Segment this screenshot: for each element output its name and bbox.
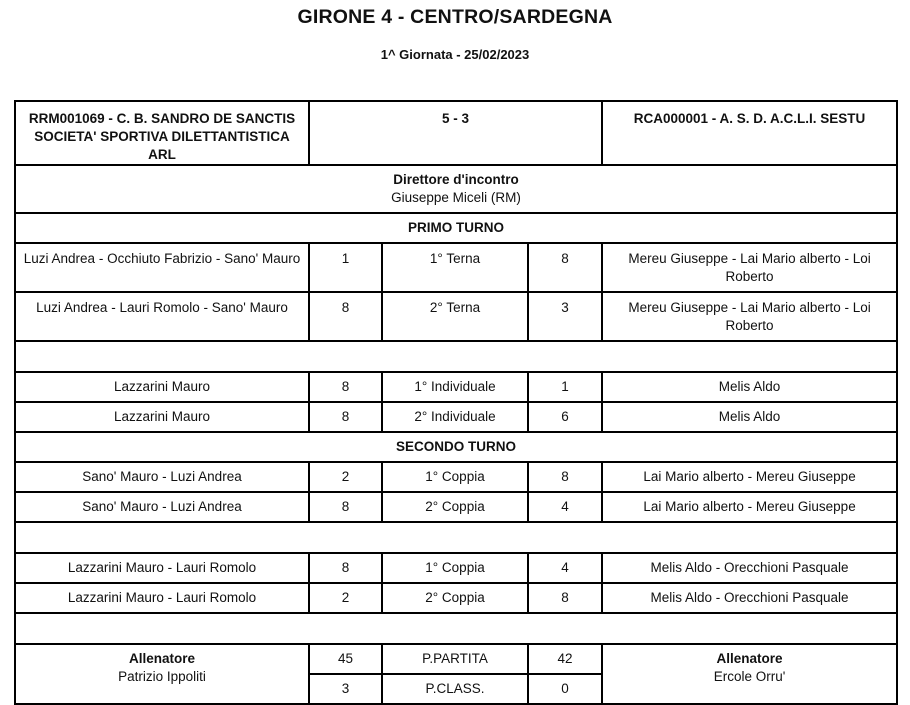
away-coach-cell <box>602 644 897 704</box>
page-title: GIRONE 4 - CENTRO/SARDEGNA <box>297 6 613 28</box>
home-class-points: 3 <box>309 674 382 704</box>
spacer-cell <box>15 522 897 553</box>
section-row <box>15 213 897 243</box>
footer-row-partita <box>15 644 897 674</box>
home-players: Lazzarini Mauro <box>15 402 309 432</box>
home-players: Lazzarini Mauro - Lauri Romolo <box>15 583 309 613</box>
table-row <box>15 243 897 292</box>
home-players: Lazzarini Mauro - Lauri Romolo <box>15 553 309 583</box>
table-row <box>15 553 897 583</box>
match-points-label: P.PARTITA <box>382 644 528 674</box>
match-sheet <box>14 100 898 705</box>
game-type: 2° Terna <box>382 292 528 341</box>
away-players: Melis Aldo <box>602 402 897 432</box>
spacer-row <box>15 522 897 553</box>
table-row <box>15 372 897 402</box>
game-type: 1° Terna <box>382 243 528 292</box>
table-row <box>15 462 897 492</box>
home-team-cell <box>15 101 309 165</box>
match-header-row <box>15 101 897 165</box>
home-players: Sano' Mauro - Luzi Andrea <box>15 492 309 522</box>
spacer-row <box>15 341 897 372</box>
game-type: 1° Individuale <box>382 372 528 402</box>
away-coach-name: Ercole Orru' <box>713 669 786 684</box>
away-score: 8 <box>528 583 602 613</box>
away-players: Mereu Giuseppe - Lai Mario alberto - Loi Roberto <box>602 243 897 292</box>
away-score: 6 <box>528 402 602 432</box>
class-points-label: P.CLASS. <box>382 674 528 704</box>
home-score: 2 <box>309 583 382 613</box>
away-match-points: 42 <box>528 644 602 674</box>
away-score: 4 <box>528 553 602 583</box>
home-score: 1 <box>309 243 382 292</box>
home-score: 8 <box>309 372 382 402</box>
away-players: Lai Mario alberto - Mereu Giuseppe <box>602 492 897 522</box>
spacer-cell <box>15 613 897 644</box>
home-players: Luzi Andrea - Occhiuto Fabrizio - Sano' Mauro <box>15 243 309 292</box>
home-team-line1: RRM001069 - C. B. SANDRO DE SANCTIS <box>28 111 296 126</box>
away-score: 3 <box>528 292 602 341</box>
away-score: 4 <box>528 492 602 522</box>
away-players: Mereu Giuseppe - Lai Mario alberto - Loi Roberto <box>602 292 897 341</box>
section-row <box>15 432 897 462</box>
game-type: 2° Coppia <box>382 583 528 613</box>
home-score: 8 <box>309 292 382 341</box>
home-score: 8 <box>309 553 382 583</box>
home-coach-name: Patrizio Ippoliti <box>118 669 206 684</box>
away-players: Melis Aldo - Orecchioni Pasquale <box>602 583 897 613</box>
game-type: 2° Individuale <box>382 402 528 432</box>
away-score: 1 <box>528 372 602 402</box>
table-row <box>15 292 897 341</box>
home-players: Lazzarini Mauro <box>15 372 309 402</box>
first-turn-heading: PRIMO TURNO <box>15 213 897 243</box>
table-row <box>15 583 897 613</box>
second-turn-heading: SECONDO TURNO <box>15 432 897 462</box>
away-players: Lai Mario alberto - Mereu Giuseppe <box>602 462 897 492</box>
away-coach-label: Allenatore <box>716 651 783 666</box>
director-row <box>15 165 897 213</box>
spacer-row <box>15 613 897 644</box>
home-match-points: 45 <box>309 644 382 674</box>
game-type: 2° Coppia <box>382 492 528 522</box>
away-score: 8 <box>528 243 602 292</box>
away-class-points: 0 <box>528 674 602 704</box>
home-players: Luzi Andrea - Lauri Romolo - Sano' Mauro <box>15 292 309 341</box>
away-players: Melis Aldo <box>602 372 897 402</box>
home-team-line2: SOCIETA' SPORTIVA DILETTANTISTICA ARL <box>34 129 290 162</box>
home-players: Sano' Mauro - Luzi Andrea <box>15 462 309 492</box>
away-players: Melis Aldo - Orecchioni Pasquale <box>602 553 897 583</box>
director-label: Direttore d'incontro <box>393 172 519 187</box>
home-coach-label: Allenatore <box>128 651 196 666</box>
spacer-cell <box>15 341 897 372</box>
away-score: 8 <box>528 462 602 492</box>
table-row <box>15 402 897 432</box>
table-row <box>15 492 897 522</box>
game-type: 1° Coppia <box>382 462 528 492</box>
round-date: 1^ Giornata - 25/02/2023 <box>380 47 530 62</box>
away-team-cell: RCA000001 - A. S. D. A.C.L.I. SESTU <box>602 101 897 165</box>
director-name: Giuseppe Miceli (RM) <box>391 190 521 205</box>
home-score: 2 <box>309 462 382 492</box>
director-cell <box>15 165 897 213</box>
game-type: 1° Coppia <box>382 553 528 583</box>
final-score: 5 - 3 <box>309 101 602 165</box>
home-score: 8 <box>309 402 382 432</box>
home-coach-cell <box>15 644 309 704</box>
home-score: 8 <box>309 492 382 522</box>
